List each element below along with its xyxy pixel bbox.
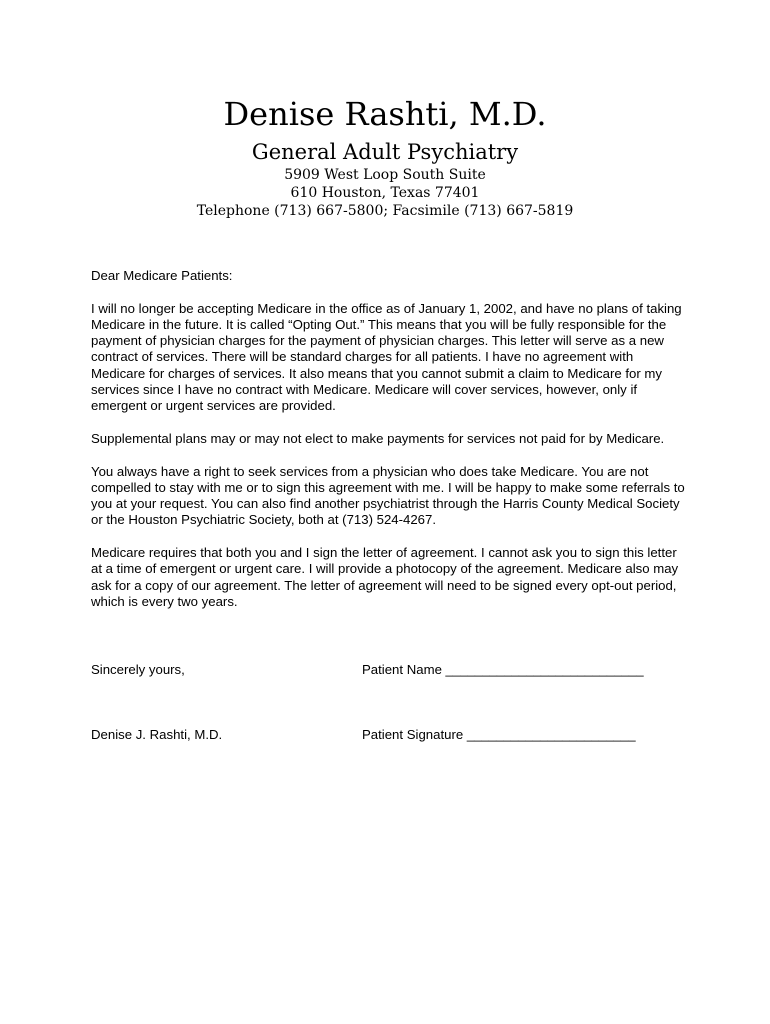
letterhead [0, 92, 770, 220]
letter-body [91, 268, 691, 627]
specialty: General Adult Psychiatry [251, 140, 519, 164]
doctor-name: Denise Rashti, M.D. [223, 95, 547, 133]
patient-signature-field: Patient Signature _______________________ [362, 727, 636, 742]
contact-line: Telephone (713) 667-5800; Facsimile (713) 667-5819 [196, 203, 574, 219]
closing: Sincerely yours, [91, 662, 185, 677]
signer-name: Denise J. Rashti, M.D. [91, 727, 223, 742]
salutation: Dear Medicare Patients: [91, 268, 233, 283]
address-line-2: 610 Houston, Texas 77401 [290, 185, 480, 201]
paragraph-supplemental: Supplemental plans may or may not elect to make payments for services not paid for by Medicare. [91, 430, 665, 446]
patient-name-field: Patient Name ___________________________ [362, 662, 644, 677]
paragraph-opting-out: I will no longer be accepting Medicare in the office as of January 1, 2002, and have no plans of taking Medicare in the future. It is called “Opting Out.” This means that you will be fully responsible for the payment of physician charges for the payment of physician charges. This letter will serve as a new contract of services. There will be standard charges for all patients. I have no agreement with Medicare for charges of services. It also means that you cannot submit a claim to Medicare for my services since I have no contract with Medicare. Medicare will cover services, however, only if emergent or urgent services are provided. [91, 300, 682, 414]
address-line-1: 5909 West Loop South Suite [284, 167, 486, 183]
paragraph-rights: You always have a right to seek services from a physician who does take Medicare. You are not compelled to stay with me or to sign this agreement with me. I will be happy to make some referrals to you at your request. You can also find another psychiatrist through the Harris County Medical Society or the Houston Psychiatric Society, both at (713) 524-4267. [91, 463, 685, 528]
paragraph-agreement: Medicare requires that both you and I sign the letter of agreement. I cannot ask you to sign this letter at a time of emergent or urgent care. I will provide a photocopy of the agreement. Medicare also may ask for a copy of our agreement. The letter of agreement will need to be signed every opt-out period, which is every two years. [91, 545, 679, 609]
